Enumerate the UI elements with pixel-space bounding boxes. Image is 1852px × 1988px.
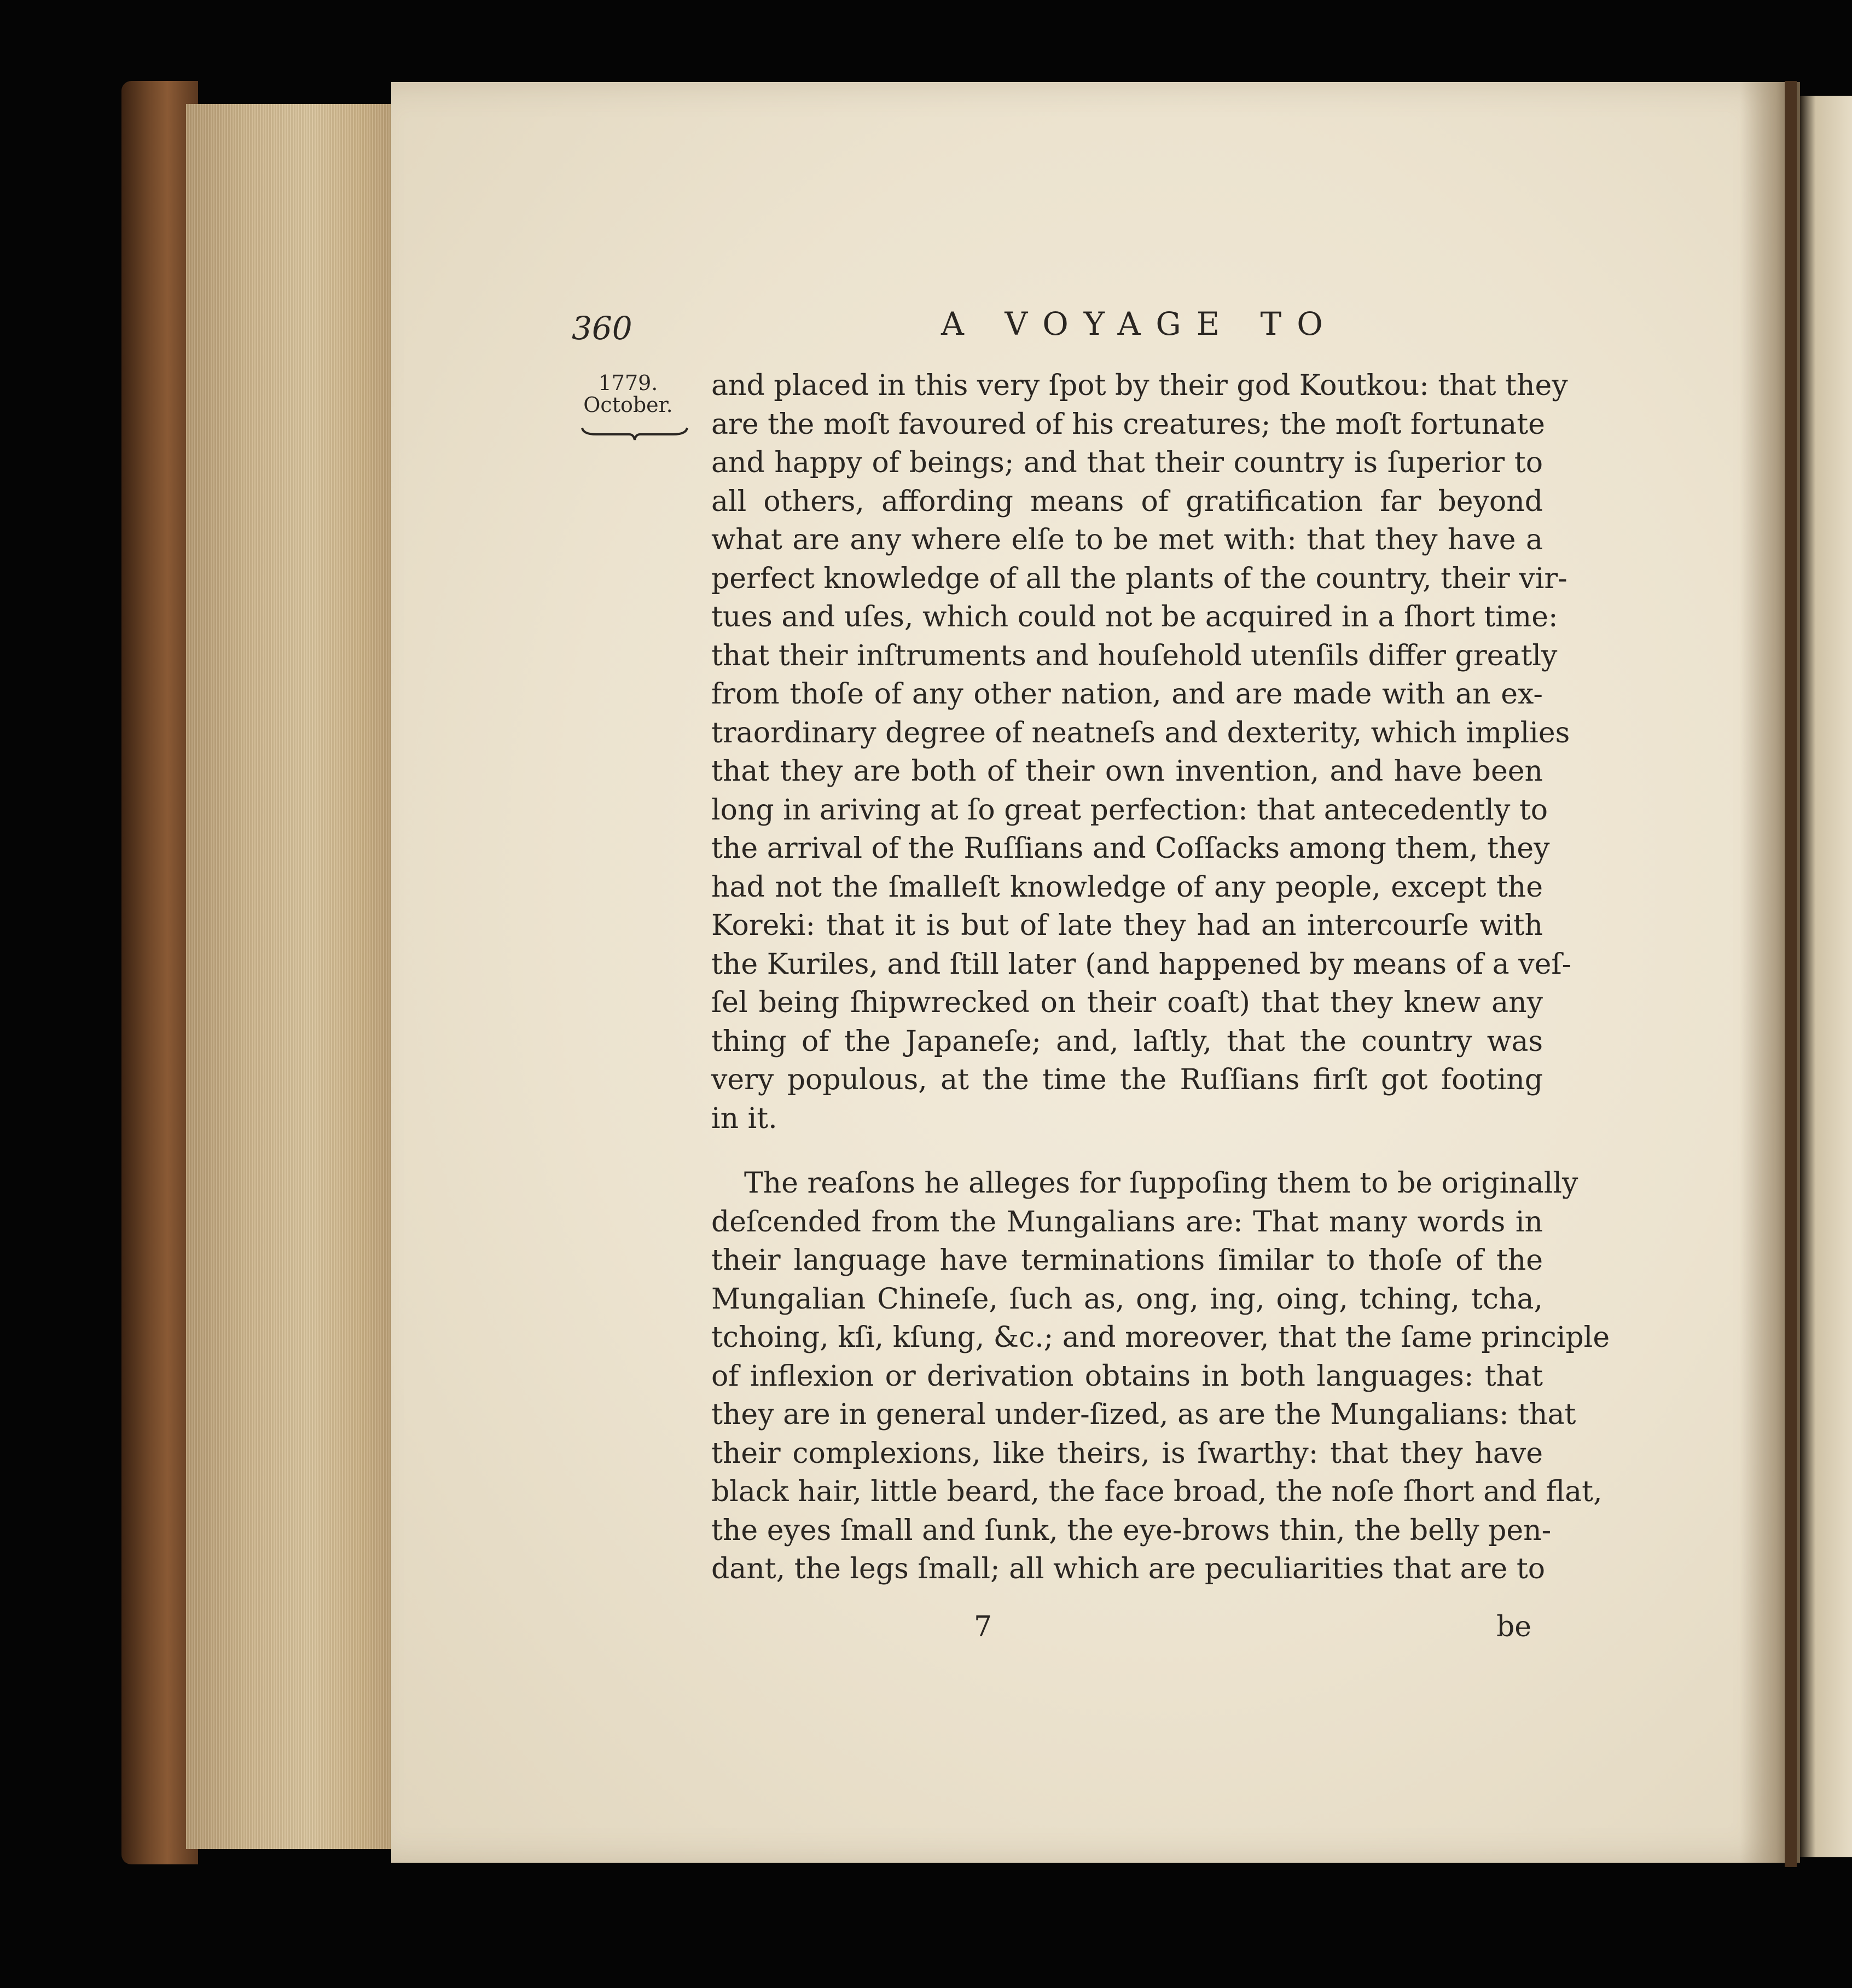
facing-cover-edge <box>1785 81 1797 1867</box>
facing-page-strip <box>1800 96 1852 1857</box>
text-line: long in ariving at ſo great perfection: that antecedently to <box>711 793 1548 827</box>
text-line: the arrival of the Ruſſians and Coſſacks among them, they <box>711 832 1550 865</box>
text-line: that they are both of their own invention, and have been <box>711 755 1543 788</box>
margin-brace-icon <box>580 421 689 443</box>
text-line: deſcended from the Mungalians are: That many words in <box>711 1205 1543 1239</box>
text-line: tues and uſes, which could not be acquired in a ſhort time: <box>711 601 1558 633</box>
text-line: very populous, at the time the Ruſſians firſt got footing <box>711 1063 1543 1096</box>
margin-note <box>573 372 683 416</box>
text-line: their language have terminations ſimilar to thoſe of the <box>711 1244 1543 1277</box>
text-line: from thoſe of any other nation, and are made with an ex- <box>711 678 1543 711</box>
text-line: their complexions, like theirs, is ſwarthy: that they have <box>711 1437 1543 1470</box>
text-line: Mungalian Chineſe, ſuch as, ong, ing, oing, tching, tcha, <box>711 1282 1543 1316</box>
text-line: dant, the legs ſmall; all which are peculiarities that are to <box>711 1553 1546 1585</box>
running-head: A VOYAGE TO <box>941 305 1338 342</box>
text-line: perfect knowledge of all the plants of the country, their vir- <box>711 562 1567 595</box>
page-number: 360 <box>572 310 632 347</box>
text-line: they are in general under-ſized, as are the Mungalians: that <box>711 1398 1576 1431</box>
text-line: in it. <box>711 1102 777 1135</box>
text-line: thing of the Japaneſe; and, laſtly, that the country was <box>711 1025 1543 1058</box>
text-line: of inflexion or derivation obtains in both languages: that <box>711 1359 1543 1393</box>
text-line: the eyes ſmall and ſunk, the eye-brows thin, the belly pen- <box>711 1514 1552 1547</box>
margin-note-month: October. <box>583 393 673 417</box>
page-block-edges <box>186 104 394 1849</box>
body-text <box>711 367 1610 1589</box>
margin-note-year: 1779. <box>598 371 658 395</box>
text-line: all others, affording means of gratification far beyond <box>711 485 1543 518</box>
catchword: be <box>1496 1611 1532 1643</box>
text-line: are the moſt favoured of his creatures; the moſt fortunate <box>711 408 1545 441</box>
text-line: and placed in this very ſpot by their god Koutkou: that they <box>711 369 1568 402</box>
text-line: traordinary degree of neatneſs and dexterity, which implies <box>711 716 1570 749</box>
text-line: Koreki: that it is but of late they had an intercourſe with <box>711 909 1543 942</box>
text-line: what are any where elſe to be met with: that they have a <box>711 524 1543 556</box>
paragraph-1 <box>711 367 1572 1138</box>
text-line: The reaſons he alleges for ſuppoſing them to be originally <box>744 1167 1578 1200</box>
text-line: that their inſtruments and houſehold utenſils differ greatly <box>711 639 1558 672</box>
text-line: and happy of beings; and that their country is ſuperior to <box>711 446 1543 479</box>
paragraph-2 <box>711 1164 1610 1589</box>
text-line: tchoing, kſi, kſung, &c.; and moreover, that the ſame principle <box>711 1321 1610 1354</box>
text-line: black hair, little beard, the face broad, the noſe ſhort and flat, <box>711 1475 1603 1508</box>
text-line: the Kuriles, and ſtill later (and happened by means of a veſ- <box>711 948 1572 981</box>
text-line: ſel being ſhipwrecked on their coaſt) that they knew any <box>711 986 1543 1019</box>
signature-mark: 7 <box>974 1611 992 1643</box>
text-line: had not the ſmalleſt knowledge of any people, except the <box>711 870 1543 904</box>
